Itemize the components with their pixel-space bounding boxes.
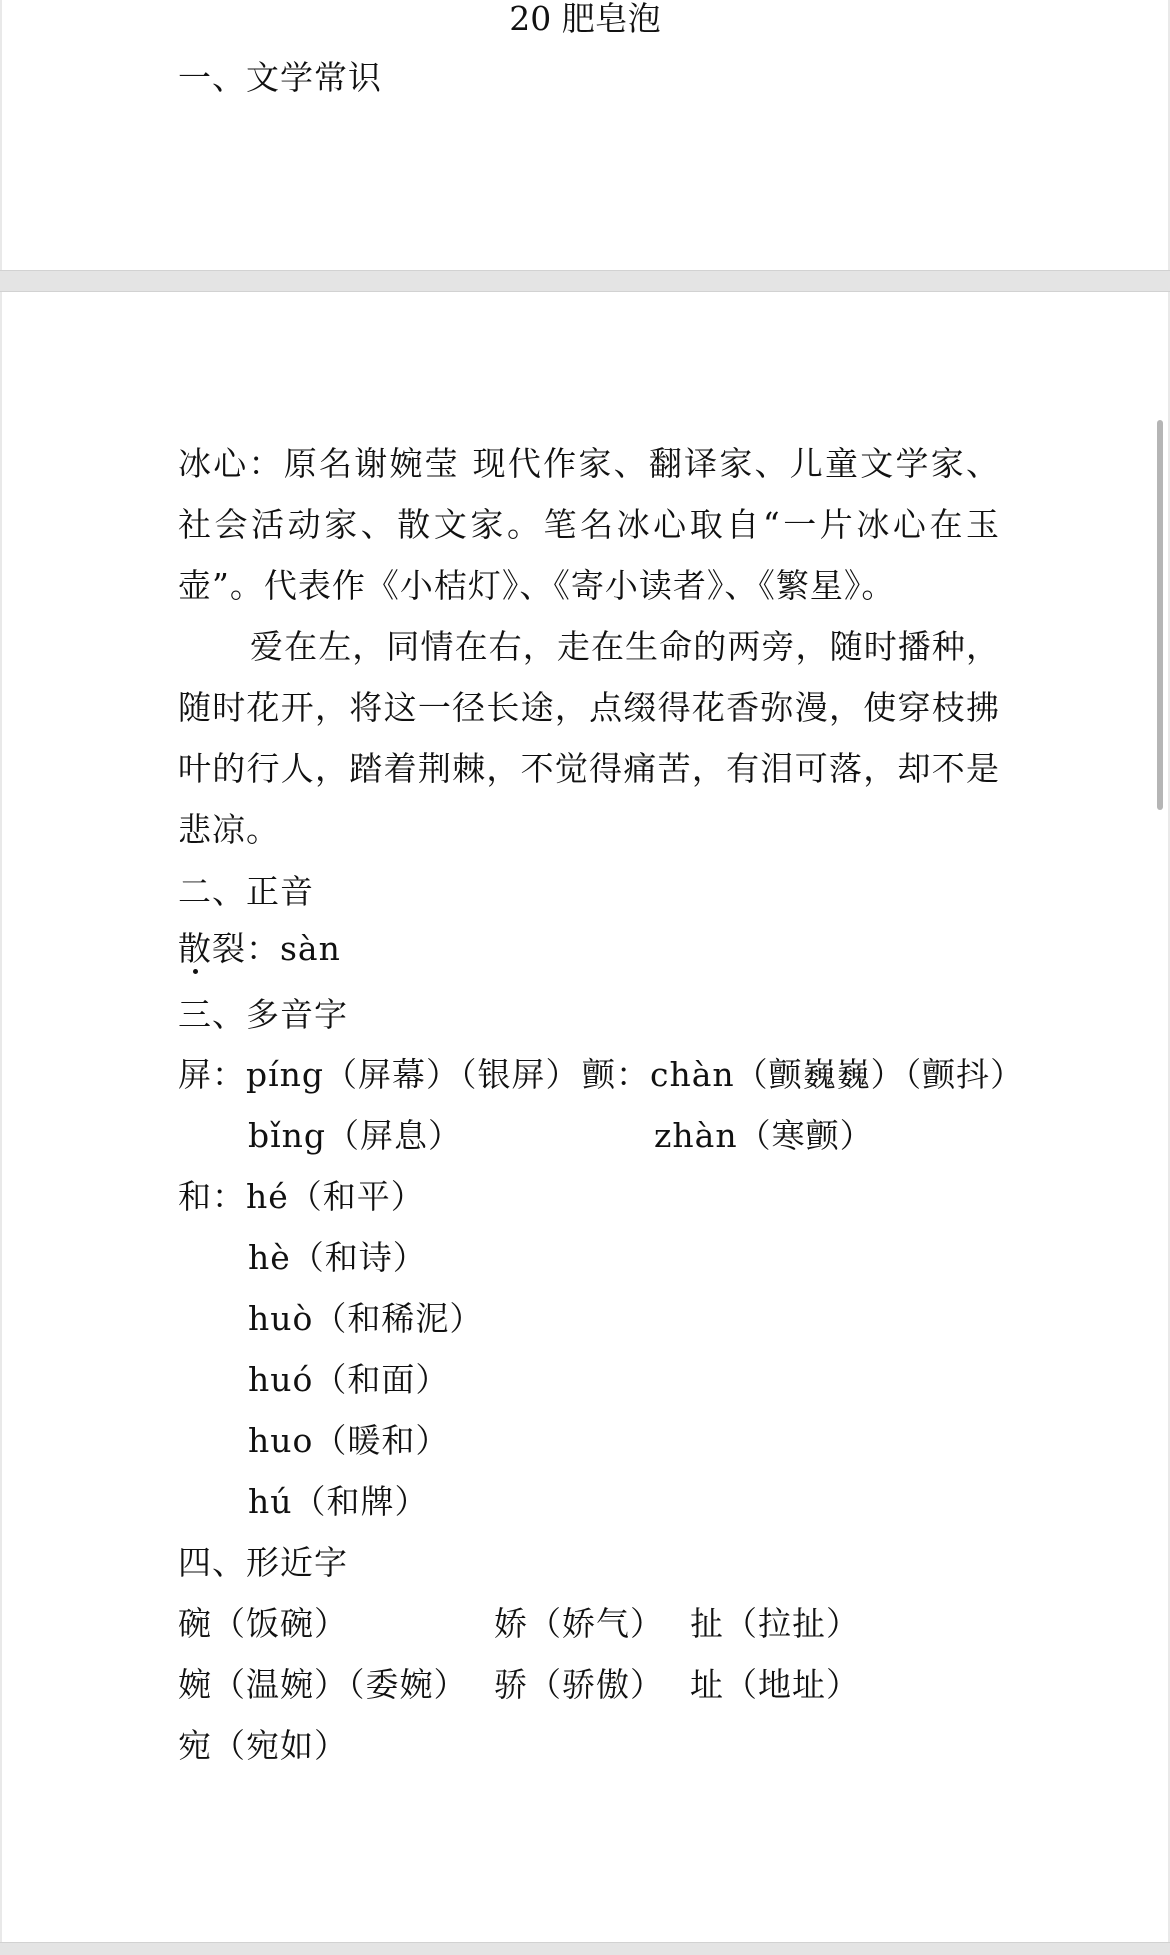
similar-char-wan3: 宛（宛如） [178, 1726, 348, 1765]
author-bio-paragraph: 冰心：原名谢婉莹 现代作家、翻译家、儿童文学家、社会活动家、散文家。笔名冰心取自“一片冰心在玉壶”。代表作《小桔灯》、《寄小读者》、《繁星》。 [178, 444, 1000, 605]
quote-paragraph: 爱在左，同情在右，走在生命的两旁，随时播种，随时花开，将这一径长途，点缀得花香弥漫，使穿枝拂叶的行人，踏着荆棘，不觉得痛苦，有泪可落，却不是悲凉。 [178, 627, 1000, 849]
polyphone-ping-line1: 屏：píng（屏幕）（银屏） [178, 1055, 580, 1094]
section-heading-pronunciation: 二、正音 [178, 872, 314, 911]
section-heading-similar-chars: 四、形近字 [178, 1543, 348, 1582]
polyphone-ping-line2: bǐng（屏息） [248, 1116, 463, 1155]
page-break-bottom [0, 1942, 1170, 1955]
similar-char-che1: 扯（拉扯） [690, 1604, 860, 1643]
polyphone-he-line4: huó（和面） [248, 1360, 450, 1399]
polyphone-he-line6: hú（和牌） [248, 1482, 429, 1521]
similar-char-zhi1: 址（地址） [690, 1665, 860, 1704]
polyphone-chan-line1: 颤：chàn（颤巍巍）（颤抖） [582, 1055, 1025, 1094]
pronunciation-entry [178, 929, 341, 968]
similar-char-wan2: 婉（温婉）（委婉） [178, 1665, 468, 1704]
polyphone-he-line1: 和：hé（和平） [178, 1177, 425, 1216]
page-break [0, 270, 1170, 292]
pronunciation-entry-rest: 裂：sàn [212, 929, 341, 968]
polyphone-he-line2: hè（和诗） [248, 1238, 427, 1277]
document-title: 20 肥皂泡 [509, 0, 661, 38]
section-heading-literature: 一、文学常识 [178, 58, 382, 97]
emphasis-dot-char: 散 [178, 929, 212, 968]
section-heading-polyphonic: 三、多音字 [178, 995, 348, 1034]
polyphone-he-line3: huò（和稀泥） [248, 1299, 484, 1338]
polyphone-chan-line2: zhàn（寒颤） [654, 1116, 874, 1155]
similar-char-wan1: 碗（饭碗） [178, 1604, 348, 1643]
scrollbar-thumb[interactable] [1157, 420, 1163, 810]
polyphone-he-line5: huo（暖和） [248, 1421, 450, 1460]
similar-char-jiao1: 娇（娇气） [494, 1604, 664, 1643]
left-page-edge [0, 0, 2, 1954]
similar-char-jiao2: 骄（骄傲） [494, 1665, 664, 1704]
